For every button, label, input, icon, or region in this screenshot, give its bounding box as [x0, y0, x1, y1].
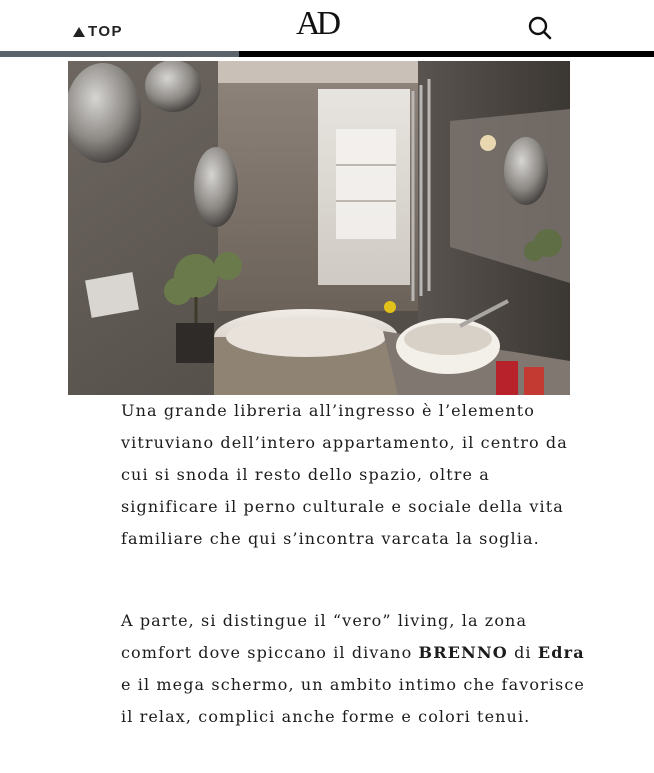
article-paragraph-1: Una grande libreria all’ingresso è l’elemento vitruviano dell’intero appartamento, il centro da cui si snoda il resto dello spazio, oltre a significare il perno culturale e sociale della vita familiare che qui s’incontra varcata la soglia.	[121, 401, 568, 548]
paragraph-2-text-a: A parte, si distingue il “vero” living, la zona comfort dove spiccano il divano	[121, 611, 528, 662]
article-photo	[68, 61, 570, 395]
paragraph-2-text-b: di	[507, 643, 538, 662]
search-icon	[526, 14, 554, 42]
back-to-top-label: TOP	[88, 23, 124, 40]
back-to-top-link[interactable]	[73, 23, 123, 40]
ad-logo[interactable]: AD	[296, 5, 338, 42]
search-button[interactable]	[526, 14, 554, 42]
bathroom-photo-illustration	[68, 61, 570, 395]
site-header	[0, 0, 654, 52]
article-paragraph-2	[121, 605, 591, 733]
paragraph-2-text-c: e il mega schermo, un ambito intimo che favorisce il relax, complici anche forme e colori tenui.	[121, 675, 585, 726]
product-name-brenno: BRENNO	[418, 643, 508, 662]
reading-progress-bar	[0, 51, 654, 57]
brand-name-edra: Edra	[537, 643, 585, 662]
reading-progress-fill	[0, 51, 239, 57]
arrow-up-icon	[73, 27, 85, 37]
